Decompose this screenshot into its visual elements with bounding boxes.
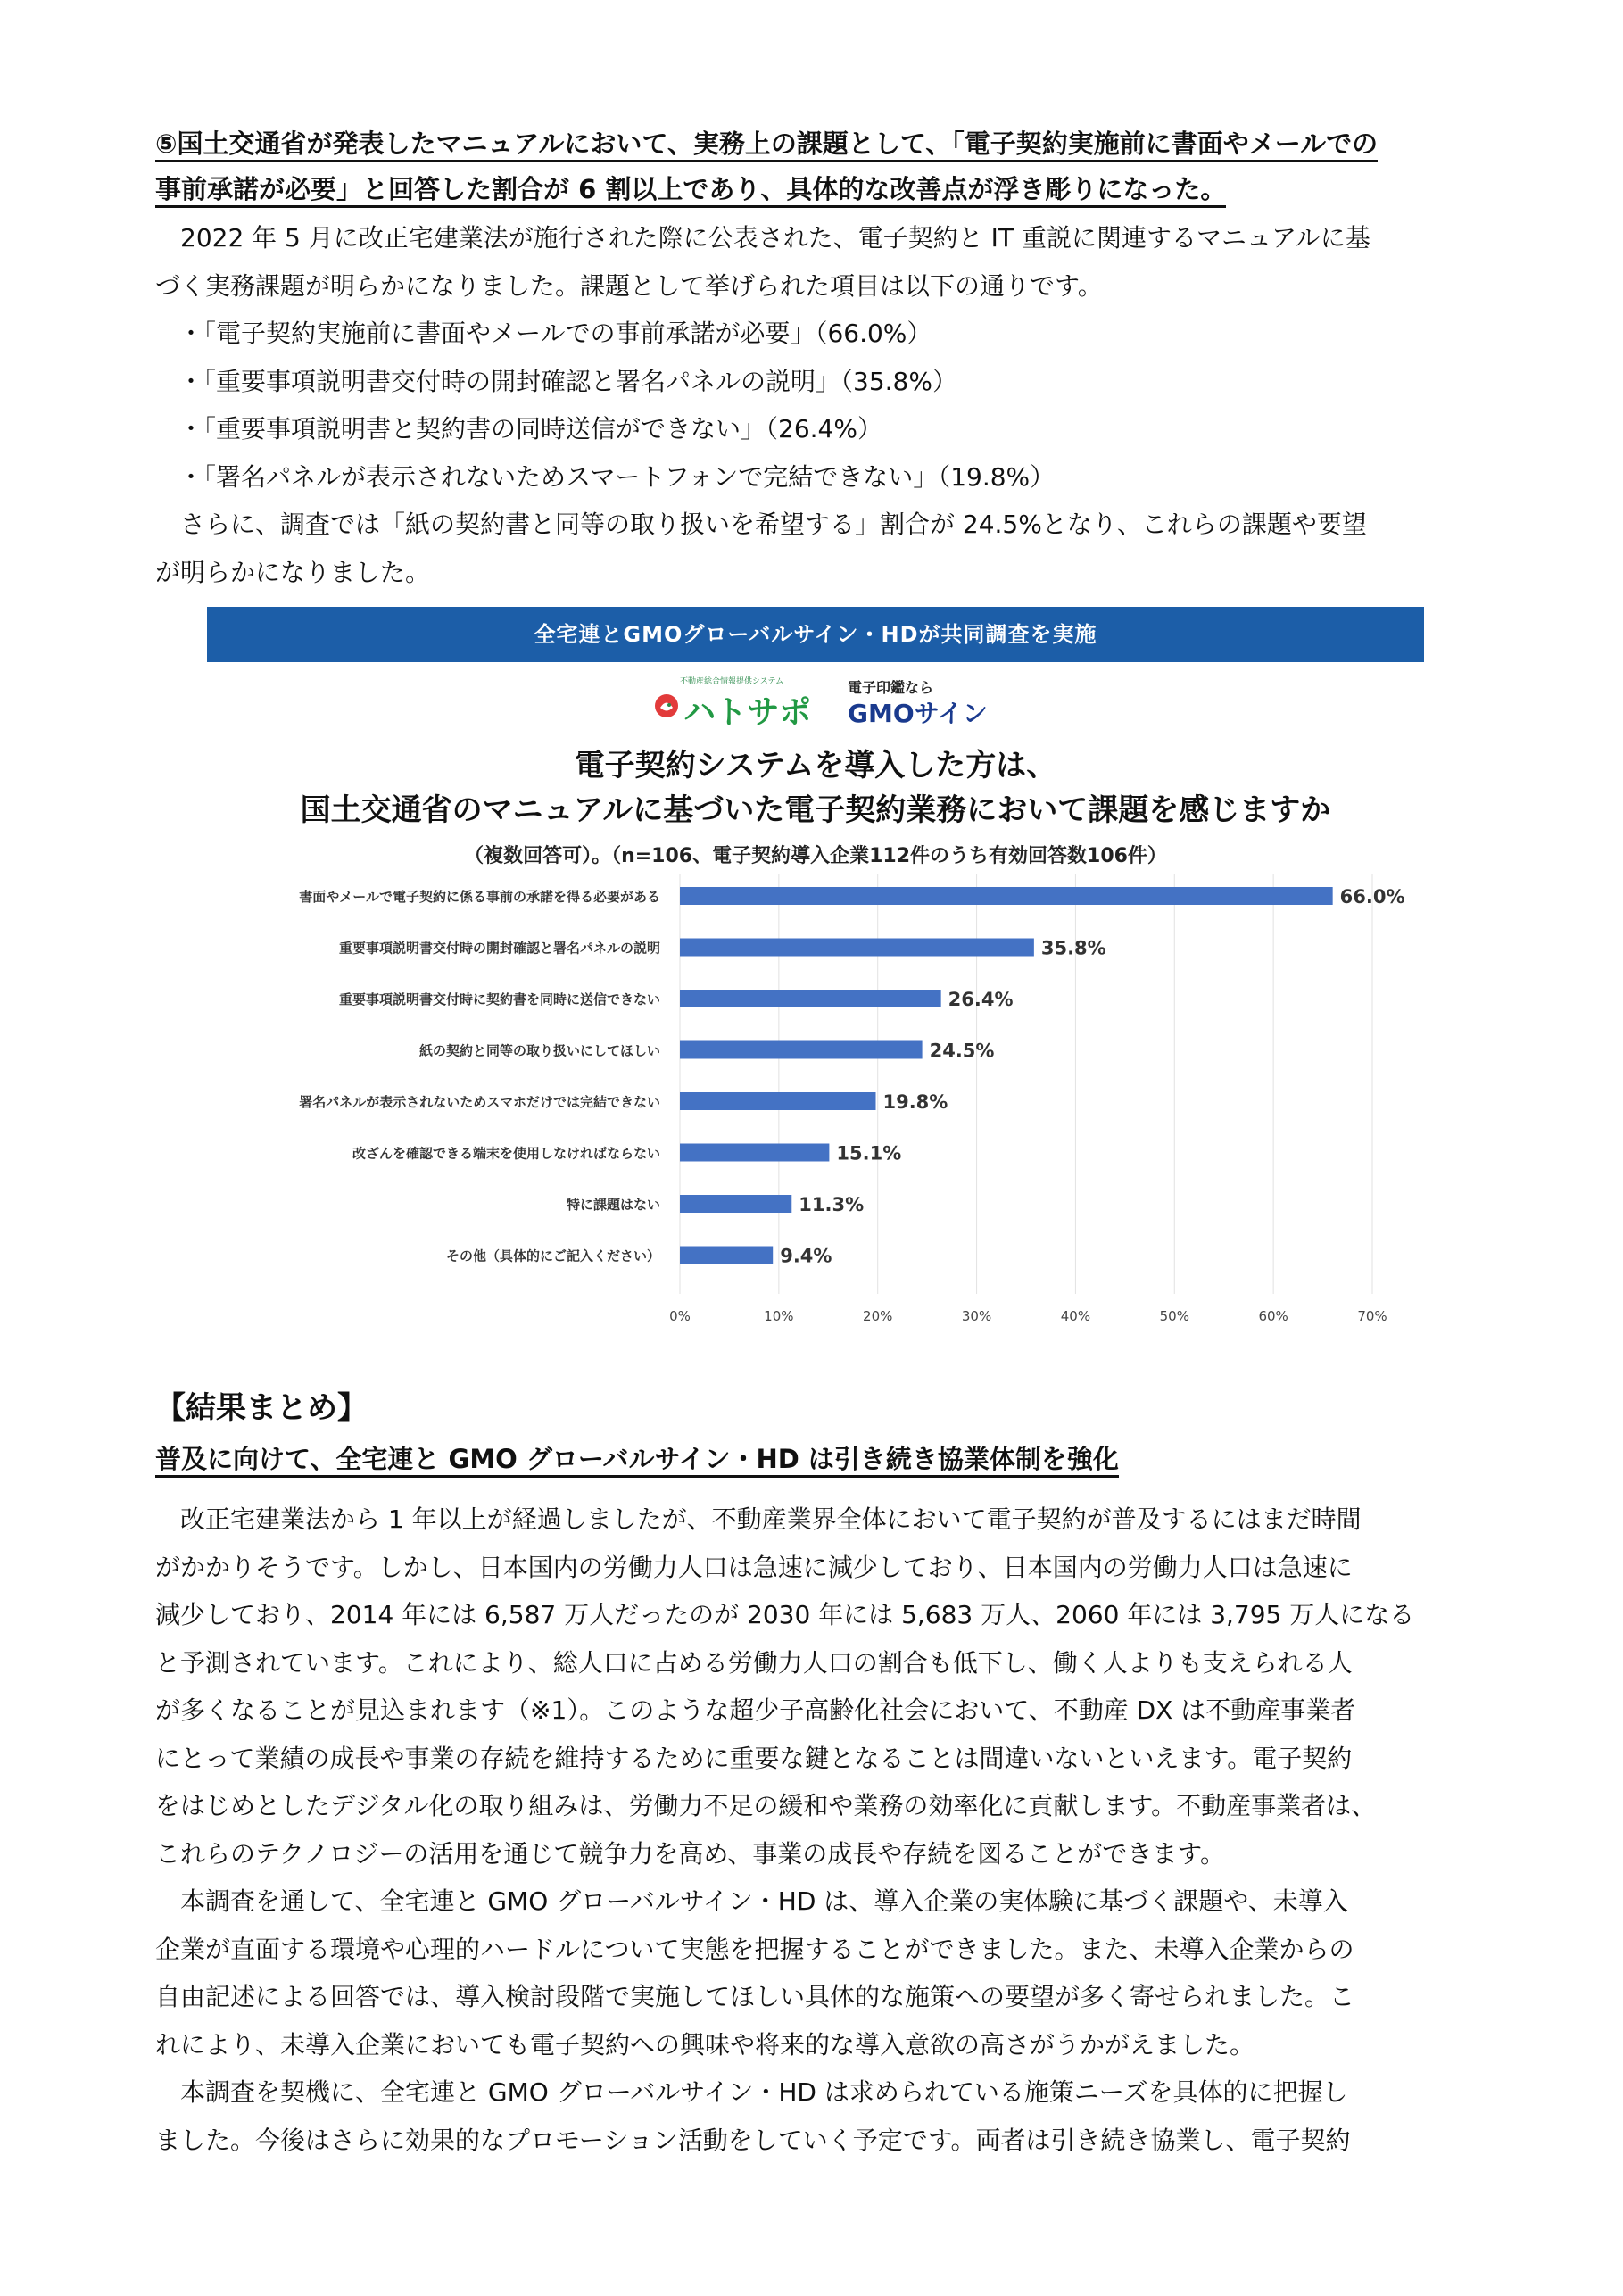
summary-line: 本調査を通して、全宅連と GMO グローバルサイン・HD は、導入企業の実体験に基づく課題や、未導入 xyxy=(180,1886,1348,1916)
gmo-sign-tagline: 電子印鑑なら xyxy=(848,679,934,696)
x-tick-label: 30% xyxy=(961,1308,992,1324)
summary-line: と予測されています。これにより、総人口に占める労働力人口の割合も低下し、働く人よりも支えられる人 xyxy=(155,1647,1353,1678)
summary-line: 本調査を契機に、全宅連と GMO グローバルサイン・HD は求められている施策ニーズを具体的に把握し xyxy=(180,2077,1348,2107)
gmo-sign-logo xyxy=(840,675,1019,728)
x-tick-label: 60% xyxy=(1258,1308,1288,1324)
category-label: 書面やメールで電子契約に係る事前の承諾を得る必要がある xyxy=(299,889,660,905)
bar xyxy=(680,1247,773,1264)
value-label: 66.0% xyxy=(1339,886,1405,908)
bullet-item: ・「署名パネルが表示されないためスマートフォンで完結できない」（19.8%） xyxy=(178,461,1056,492)
value-label: 19.8% xyxy=(882,1091,948,1113)
summary-line: 自由記述による回答では、導入検討段階で実施してほしい具体的な施策への要望が多く寄せられました。こ xyxy=(155,1982,1355,2011)
value-label: 11.3% xyxy=(799,1194,865,1215)
value-label: 9.4% xyxy=(780,1245,832,1267)
hatosapo-mark-icon xyxy=(653,692,680,719)
summary-line: これらのテクノロジーの活用を通じて競争力を高め、事業の成長や存続を図ることができます。 xyxy=(155,1838,1225,1869)
value-label: 26.4% xyxy=(948,989,1014,1010)
x-tick-label: 50% xyxy=(1159,1308,1189,1324)
section-heading-line-2: 事前承諾が必要」と回答した割合が 6 割以上であり、具体的な改善点が浮き彫りになった。 xyxy=(155,174,1226,208)
bar xyxy=(680,990,941,1007)
bullet-item: ・「電子契約実施前に書面やメールでの事前承諾が必要」（66.0%） xyxy=(178,319,932,348)
category-label: 改ざんを確認できる端末を使用しなければならない xyxy=(352,1145,660,1162)
bullet-item: ・「重要事項説明書と契約書の同時送信ができない」（26.4%） xyxy=(178,414,882,443)
summary-heading-text: 普及に向けて、全宅連と GMO グローバルサイン・HD は引き続き協業体制を強化 xyxy=(155,1444,1119,1478)
hatosapo-logo xyxy=(653,675,814,731)
bullet-item: ・「重要事項説明書交付時の開封確認と署名パネルの説明」（35.8%） xyxy=(178,366,957,396)
closing-line: が明らかになりました。 xyxy=(155,557,431,587)
bar xyxy=(680,1144,829,1162)
intro-line: づく実務課題が明らかになりました。課題として挙げられた項目は以下の通りです。 xyxy=(155,270,1103,301)
survey-infographic xyxy=(207,607,1424,1340)
value-label: 15.1% xyxy=(836,1142,902,1165)
summary-line: にとって業績の成長や事業の存続を維持するために重要な鍵となることは間違いないといえます。電子契約 xyxy=(155,1743,1353,1773)
category-label: 重要事項説明書交付時に契約書を同時に送信できない xyxy=(338,991,660,1007)
summary-line: れにより、未導入企業においても電子契約への興味や将来的な導入意欲の高さがうかがえました。 xyxy=(155,2029,1255,2060)
intro-line: 2022 年 5 月に改正宅建業法が施行された際に公表された、電子契約と IT 重説に関連するマニュアルに基 xyxy=(180,223,1370,253)
x-tick-label: 40% xyxy=(1060,1308,1091,1324)
bar xyxy=(680,887,1333,905)
summary-line: がかかりそうです。しかし、日本国内の労働力人口は急速に減少しており、日本国内の労働力人口は急速に xyxy=(155,1552,1353,1582)
hatosapo-name: ハトサポ xyxy=(683,694,812,731)
value-label: 24.5% xyxy=(929,1040,995,1062)
closing-line: さらに、調査では「紙の契約書と同等の取り扱いを希望する」割合が 24.5%となり、これらの課題や要望 xyxy=(180,510,1367,539)
summary-line: ました。今後はさらに効果的なプロモーション活動をしていく予定です。両者は引き続き協業し、電子契約 xyxy=(155,2125,1351,2155)
gmo-sign-name: GMOサイン xyxy=(848,699,988,728)
x-tick-label: 20% xyxy=(863,1308,893,1324)
x-tick-label: 0% xyxy=(669,1308,691,1324)
bar xyxy=(680,939,1034,957)
value-label: 35.8% xyxy=(1040,937,1106,959)
summary-line: をはじめとしたデジタル化の取り組みは、労働力不足の緩和や業務の効率化に貢献します。不動産事業者は、 xyxy=(155,1791,1377,1820)
summary-line: が多くなることが見込まれます（※1）。このような超少子高齢化社会において、不動産 DX は不動産事業者 xyxy=(155,1695,1356,1725)
bar-chart xyxy=(207,874,1424,1330)
summary-line: 企業が直面する環境や心理的ハードルについて実態を把握することができました。また、未導入企業からの xyxy=(155,1934,1354,1964)
chart-title-line-1: 電子契約システムを導入した方は、 xyxy=(574,748,1057,783)
bar xyxy=(680,1195,791,1213)
section-heading-line-1: ⑤国土交通省が発表したマニュアルにおいて、実務上の課題として、「電子契約実施前に書面やメールでの xyxy=(155,128,1378,162)
category-label: その他（具体的にご記入ください） xyxy=(445,1247,660,1264)
result-summary-title: 【結果まとめ】 xyxy=(155,1390,368,1426)
summary-line: 改正宅建業法から 1 年以上が経過しましたが、不動産業界全体において電子契約が普及するにはまだ時間 xyxy=(180,1504,1362,1534)
category-label: 特に課題はない xyxy=(566,1197,660,1213)
bar xyxy=(680,1092,875,1110)
bar xyxy=(680,1041,923,1059)
section-heading xyxy=(155,121,1476,212)
chart-title-line-2: 国土交通省のマニュアルに基づいた電子契約業務において課題を感じますか xyxy=(300,792,1331,828)
summary-body xyxy=(155,1496,1485,2164)
infographic-banner: 全宅連とGMOグローバルサイン・HDが共同調査を実施 xyxy=(207,607,1424,662)
summary-heading xyxy=(155,1437,1476,1482)
chart-subtitle: （複数回答可）。（n=106、電子契約導入企業112件のうち有効回答数106件） xyxy=(464,845,1167,867)
category-label: 紙の契約と同等の取り扱いにしてほしい xyxy=(418,1042,660,1059)
x-tick-label: 70% xyxy=(1357,1308,1387,1324)
summary-line: 減少しており、2014 年には 6,587 万人だったのが 2030 年には 5,683 万人、2060 年には 3,795 万人になる xyxy=(155,1600,1415,1629)
hatosapo-tagline: 不動産総合情報提供システム xyxy=(680,677,784,686)
partner-logos xyxy=(653,675,1028,731)
x-tick-label: 10% xyxy=(764,1308,794,1324)
category-label: 署名パネルが表示されないためスマホだけでは完結できない xyxy=(299,1094,660,1110)
category-label: 重要事項説明書交付時の開封確認と署名パネルの説明 xyxy=(338,940,660,957)
section-body xyxy=(155,214,1485,596)
